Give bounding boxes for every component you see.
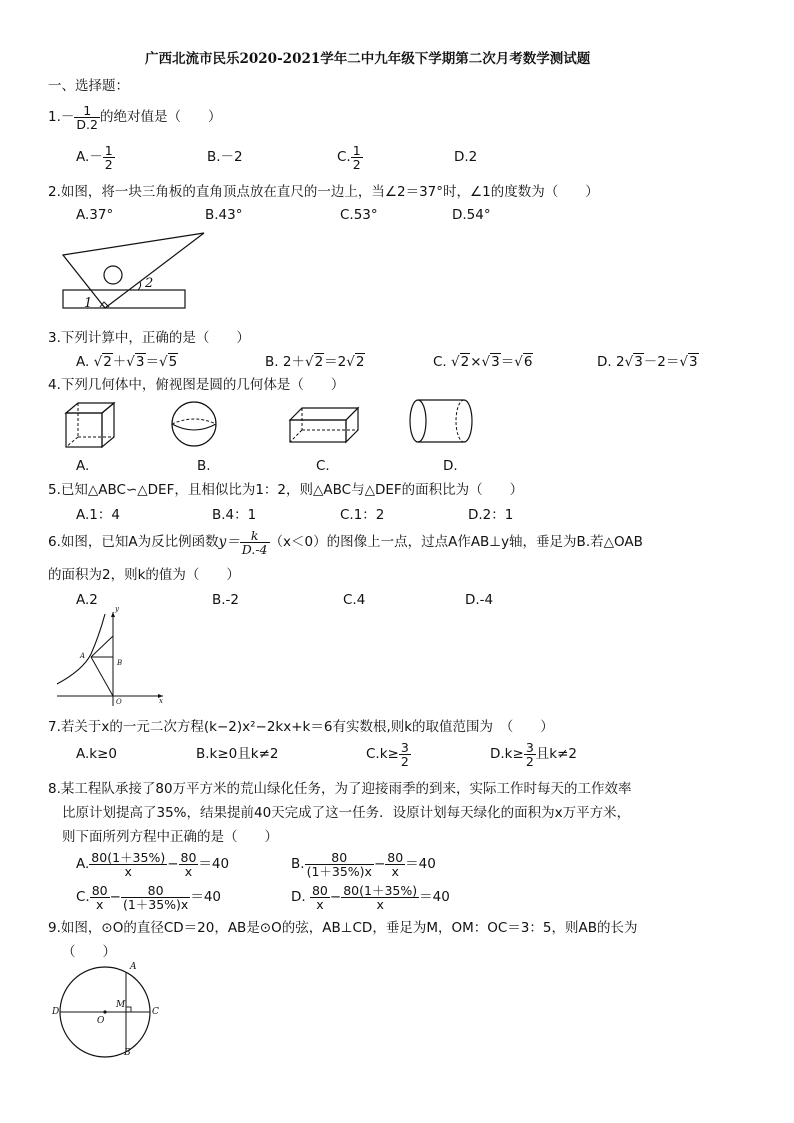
q8-option-a[interactable]: A. $\frac{80(1+35\%)}{x}$ − $\frac{80}{x}$ ＝40 (76, 849, 230, 879)
q4-cube-figure (62, 400, 122, 450)
q9-figure-circle (55, 962, 165, 1062)
q9-fig-a-label: A (130, 962, 137, 972)
q5-option-d[interactable]: D.2：1 (468, 507, 514, 523)
q1-option-d[interactable]: D.2 (454, 149, 478, 165)
q5-option-a[interactable]: A.1：4 (76, 507, 120, 523)
q6-fig-o-label: O (116, 698, 122, 706)
q6-option-b[interactable]: B.-2 (212, 592, 240, 608)
q6-figure-hyperbola (55, 610, 170, 710)
page-title: 广西北流市民乐2020-2021学年二中九年级下学期第二次月考数学测试题 (145, 51, 591, 67)
question-2: 2.如图，将一块三角板的直角顶点放在直尺的一边上，当∠2＝37°时，∠1的度数为（ ） (48, 184, 599, 200)
q4-option-d[interactable]: D. (443, 458, 458, 474)
q6-fig-b-label: B (117, 659, 123, 667)
q4-option-c[interactable]: C. (316, 458, 330, 474)
question-6: 6.如图，已知A为反比例函数y＝ $\frac{k}{D.-4}$ （x＜0）的图像上一点，过点A作AB⊥y轴，垂足为B.若△OAB (48, 527, 643, 557)
question-7: 7.若关于x的一元二次方程(k−2)x²−2kx+k＝6有实数根,则k的取值范围为 （ ） (48, 719, 554, 735)
q6-option-c[interactable]: C.4 (343, 592, 366, 608)
q9-fig-o-label: O (97, 1016, 105, 1026)
q6-fig-x-label: x (159, 697, 163, 705)
question-9: 9.如图，⊙O的直径CD＝20，AB是⊙O的弦，AB⊥CD，垂足为M，OM：OC＝3：5，则AB的长为 (48, 920, 638, 936)
question-3: 3.下列计算中，正确的是（ ） (48, 330, 250, 346)
q5-option-b[interactable]: B.4：1 (212, 507, 257, 523)
q2-option-c[interactable]: C.53° (340, 207, 378, 223)
q9-fig-b-label: B (124, 1048, 131, 1058)
q2-option-b[interactable]: B.43° (205, 207, 243, 223)
question-5: 5.已知△ABC∽△DEF，且相似比为1：2，则△ABC与△DEF的面积比为（ ） (48, 482, 524, 498)
q4-sphere-figure (170, 400, 220, 450)
q9-fig-d-label: D (52, 1007, 60, 1017)
q6-option-a[interactable]: A.2 (76, 592, 98, 608)
q2-angle-1-label: 1 (84, 296, 93, 311)
q4-option-a[interactable]: A. (76, 458, 90, 474)
q9-fig-c-label: C (152, 1007, 159, 1017)
q6-option-d[interactable]: D.-4 (465, 592, 494, 608)
q7-option-c[interactable]: C.k≥ $\frac{3}{2}$ (366, 739, 409, 769)
question-8-line-3: 则下面所列方程中正确的是（ ） (62, 829, 278, 845)
q8-option-b[interactable]: B. $\frac{80}{(1+35\%)x}$ − $\frac{80}{x}$ ＝40 (291, 849, 436, 879)
q3-option-c[interactable]: C. √2×√3＝√6 (433, 354, 533, 370)
question-4: 4.下列几何体中，俯视图是圆的几何体是（ ） (48, 377, 345, 393)
question-8: 8.某工程队承接了80万平方米的荒山绿化任务，为了迎接雨季的到来，实际工作时每天的工作效率 (48, 781, 632, 797)
q8-option-d[interactable]: D. $\frac{80}{x}$ − $\frac{80(1+35\%)}{x}$ ＝40 (291, 882, 450, 912)
q8-option-c[interactable]: C. $\frac{80}{x}$ − $\frac{80}{(1+35\%)x}$ ＝40 (76, 882, 222, 912)
question-6-line-2: 的面积为2，则k的值为（ ） (48, 567, 240, 583)
q6-fig-a-label: A (80, 652, 86, 660)
q7-option-a[interactable]: A.k≥0 (76, 746, 118, 762)
q9-fig-m-label: M (116, 1000, 126, 1010)
question-1: 1.－ $\frac{1}{D.2}$ 的绝对值是（ ） (48, 102, 222, 132)
q6-fig-y-label: y (115, 605, 119, 613)
q2-option-a[interactable]: A.37° (76, 207, 114, 223)
q1-option-b[interactable]: B.－2 (207, 149, 243, 165)
q2-figure-triangle-ruler (58, 228, 208, 313)
section-heading: 一、选择题： (48, 78, 129, 94)
q4-option-b[interactable]: B. (197, 458, 211, 474)
q3-option-d[interactable]: D. 2√3－2＝√3 (597, 354, 698, 370)
q4-cuboid-figure (288, 404, 363, 446)
q7-option-b[interactable]: B.k≥0且k≠2 (196, 746, 279, 762)
q1-option-a[interactable]: A.－ $\frac{1}{2}$ (76, 142, 113, 172)
question-8-line-2: 比原计划提高了35%，结果提前40天完成了这一任务．设原计划每天绿化的面积为x万平方米， (62, 805, 631, 821)
question-9-line-2: （ ） (62, 944, 116, 960)
q5-option-c[interactable]: C.1：2 (340, 507, 385, 523)
q3-option-b[interactable]: B. 2＋√2＝2√2 (265, 354, 365, 370)
q1-option-c[interactable]: C. $\frac{1}{2}$ (337, 142, 361, 172)
q3-option-a[interactable]: A. √2＋√3＝√5 (76, 354, 178, 370)
q4-cylinder-figure (408, 398, 476, 448)
q7-option-d[interactable]: D.k≥ $\frac{3}{2}$ 且k≠2 (490, 739, 577, 769)
q2-angle-2-label: 2 (145, 276, 154, 291)
q2-option-d[interactable]: D.54° (452, 207, 491, 223)
